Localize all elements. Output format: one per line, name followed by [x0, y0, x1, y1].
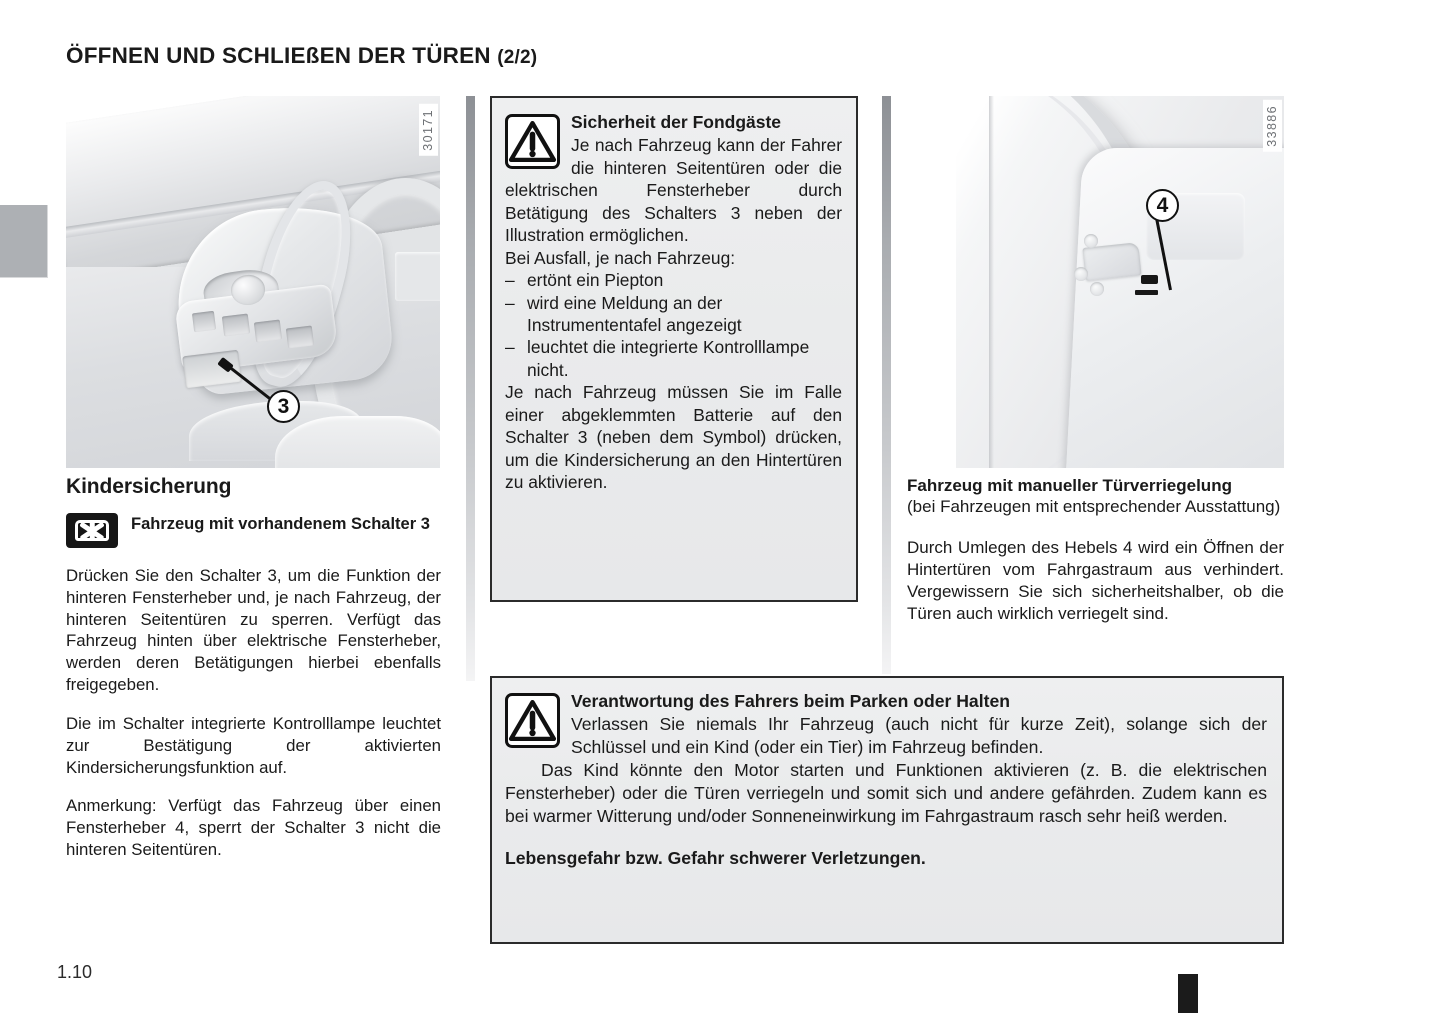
- column-divider-right: [882, 96, 891, 674]
- window-switch-4: [192, 310, 217, 331]
- chapter-tab: [0, 205, 48, 278]
- warning-closing-middle: Je nach Fahrzeug müssen Sie im Falle einer abgeklemmten Batterie auf den Schalter 3 (neben dem Symbol) drücken, um die Kindersicherung an den Hintertüren zu aktivieren.: [505, 382, 842, 493]
- warning-triangle-icon: [505, 693, 560, 748]
- door-panel-fold: [989, 96, 994, 468]
- warning-paragraph-bottom-1: Verlassen Sie niemals Ihr Fahrzeug (auch nicht für kurze Zeit), solange sich der Schlüssel und ein Kind (oder ein Tier) im Fahrzeug befinden.: [571, 714, 1267, 758]
- window-switch-3: [286, 325, 314, 348]
- symbol-label: Fahrzeug mit vorhandenem Schalter 3: [131, 515, 430, 533]
- warning-bullet-list: [505, 269, 842, 381]
- right-text-column: [907, 475, 1284, 625]
- warning-box-rear-passenger-safety: [490, 96, 858, 602]
- figure-rear-door-inner: [956, 96, 1284, 468]
- warning-box-driver-responsibility: [490, 676, 1284, 944]
- left-paragraph-1: Drücken Sie den Schalter 3, um die Funktion der hinteren Fensterheber und, je nach Fahrzeug, der hinteren Seitentüren zu sperren. Verfügt das Fahrzeug hinten über elektrische Fensterheber, werden deren Betätigungen hierbei ebenfalls freigegeben.: [66, 566, 441, 695]
- manual-lock-lever-slot: [1135, 290, 1158, 295]
- page-number: 1.10: [57, 962, 93, 982]
- warning-bullet-item: – ertönt ein Piepton: [505, 269, 842, 291]
- figure-reference-left: 30171: [419, 104, 438, 156]
- symbol-row: [66, 513, 441, 548]
- callout-3: [267, 390, 300, 423]
- left-paragraph-3: Anmerkung: Verfügt das Fahrzeug über einen Fensterheber 4, sperrt der Schalter 3 nicht die hinteren Seitentüren.: [66, 796, 441, 860]
- door-panel-illustration: [66, 96, 440, 468]
- warning-intro-middle: Je nach Fahrzeug kann der Fahrer die hinteren Seitentüren oder die elektrischen Fensterheber durch Betätigung des Schalters 3 neben der Illustration ermöglichen.: [505, 135, 842, 246]
- figure-reference-right: 33886: [1263, 100, 1282, 152]
- warning-bullet-item: – leuchtet die integrierte Kontrolllampe nicht.: [505, 336, 842, 381]
- callout-3-label: 3: [277, 394, 290, 418]
- section-heading-kindersicherung: Kindersicherung: [66, 475, 232, 498]
- screw-1: [1084, 234, 1098, 248]
- window-cross-stroke-3: [90, 521, 95, 541]
- right-subtitle: (bei Fahrzeugen mit entsprechender Ausstattung): [907, 497, 1281, 517]
- warning-paragraph-bottom-2: Das Kind könnte den Motor starten und Funktionen aktivieren (z. B. die elektrischen Fensterheber) oder die Türen verriegeln und somit sich und andere gefährden. Zudem kann es bei warmer Witterung und/oder Sonneneinwirkung im Fahrgastraum rasch sehr heiß werden.: [505, 760, 1267, 826]
- footer-chapter-marker: [1178, 972, 1198, 1013]
- warning-emphasis-bottom: Lebensgefahr bzw. Gefahr schwerer Verletzungen.: [505, 847, 926, 868]
- left-paragraph-2: Die im Schalter integrierte Kontrolllampe leuchtet zur Bestätigung der aktivierten Kindersicherungsfunktion auf.: [66, 713, 441, 777]
- warning-triangle-icon: [505, 114, 560, 169]
- steering-wheel-spoke: [395, 252, 440, 300]
- left-text-column: [66, 475, 441, 861]
- callout-4-label: 4: [1156, 193, 1169, 217]
- rear-door-illustration: [956, 96, 1284, 468]
- child-lock-window-icon: [66, 513, 118, 548]
- section-heading-manual-lock: Fahrzeug mit manueller Türverriegelung: [907, 476, 1232, 495]
- warning-leadin-middle: Bei Ausfall, je nach Fahrzeug:: [505, 247, 736, 268]
- column-divider-left: [466, 96, 475, 681]
- page-title-fraction: (2/2): [497, 47, 538, 68]
- manual-lock-lever-4: [1141, 275, 1158, 284]
- warning-title-bottom: Verantwortung des Fahrers beim Parken oder Halten: [571, 691, 1010, 711]
- window-switch-2: [254, 320, 282, 343]
- figure-door-panel: [66, 96, 440, 468]
- right-paragraph-1: Durch Umlegen des Hebels 4 wird ein Öffnen der Hintertüren vom Fahrgastraum aus verhindert. Vergewissern Sie sich sicherheitshalber, ob die Türen auch wirklich verriegelt sind.: [907, 537, 1284, 623]
- warning-bullet-item: – wird eine Meldung an der Instrumententafel angezeigt: [505, 292, 842, 337]
- warning-title-middle: Sicherheit der Fondgäste: [571, 112, 782, 132]
- door-latch-housing: [1082, 242, 1141, 281]
- page-title: [66, 43, 537, 69]
- page-title-text: ÖFFNEN UND SCHLIEßEN DER TÜREN: [66, 43, 491, 68]
- callout-4: [1146, 189, 1179, 222]
